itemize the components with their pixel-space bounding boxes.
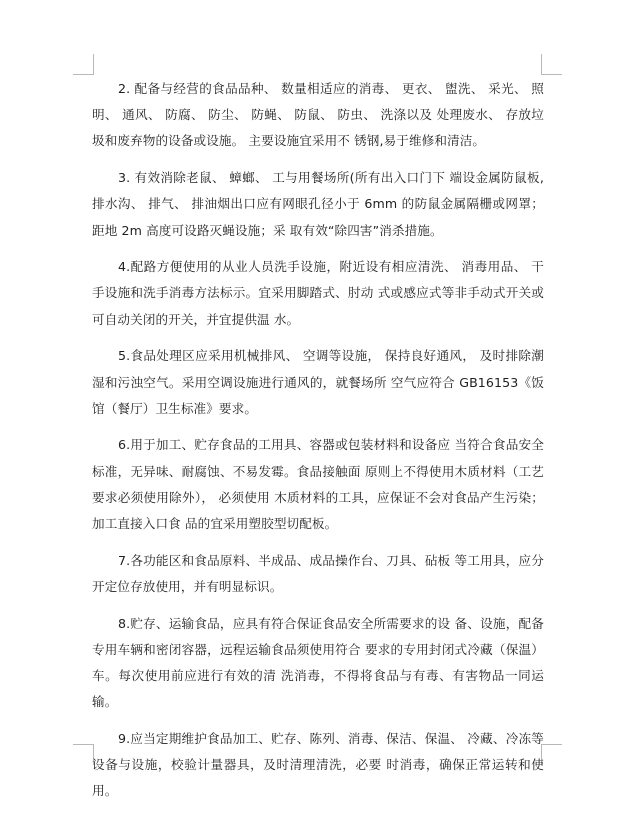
crop-mark-top-left (73, 54, 94, 75)
paragraph-7: 7.各功能区和食品原料、半成品、成品操作台、刀具、砧板 等工用具，应分开定位存放使用，并有明显标识。 (92, 552, 544, 594)
paragraph-3: 3. 有效消除老鼠、 蟑螂、 工与用餐场所(所有出入口门下 端设金属防鼠板,排水沟、 排气、 排油烟出口应有网眼孔径小于 6mm 的防鼠金属隔栅或网罩；距地 2m 高度可设路灭蝇设施；采 取有效“除四害”消杀措施。 (92, 170, 544, 238)
paragraph-9: 9.应当定期维护食品加工、贮存、陈列、消毒、保洁、保温、 冷藏、冷冻等设备与设施，校验计量器具，及时清理清洗，必要 时消毒，确保正常运转和使用。 (92, 730, 544, 799)
paragraph-2: 2. 配备与经营的食品品种、 数量相适应的消毒、 更衣、 盥洗、 采光、 照明、 通风、 防腐、 防尘、 防蝇、 防鼠、 防虫、 洗涤以及 处理废水、 存放垃圾和废弃物的设备或设施。 主要设施宜采用不 锈钢,易于维修和清洁。 (92, 81, 544, 149)
crop-mark-top-right (541, 54, 562, 75)
crop-mark-bottom-left (73, 744, 94, 765)
paragraph-8: 8.贮存、运输食品，应具有符合保证食品安全所需要求的设 备、设施，配备专用车辆和密闭容器，远程运输食品须使用符合 要求的专用封闭式冷藏（保温）车。每次使用前应进行有效的清 洗消毒，不得将食品与有毒、有害物品一同运输。 (92, 615, 544, 710)
paragraph-4: 4.配路方便使用的从业人员洗手设施，附近设有相应清洗、 消毒用品、 干手设施和洗手消毒方法标示。宜采用脚踏式、肘动 式或感应式等非手动式开关或可自动关闭的开关，并宜提供温 水。 (92, 259, 544, 327)
paragraph-5: 5.食品处理区应采用机械排风、 空调等设施， 保持良好通风， 及时排除潮湿和污浊空气。采用空调设施进行通风的，就餐场所 空气应符合 GB16153《饭馆（餐厅）卫生标准》要求。 (92, 348, 544, 416)
crop-mark-bottom-right (541, 744, 562, 765)
document-body (92, 76, 544, 815)
paragraph-6: 6.用于加工、贮存食品的工用具、容器或包装材料和设备应 当符合食品安全标准，无异味、耐腐蚀、不易发霉。食品接触面 原则上不得使用木质材料（工艺要求必须使用除外）， 必须使用 木质材料的工具，应保证不会对食品产生污染；加工直接入口食 品的宜采用塑胶型切配板。 (92, 437, 544, 532)
